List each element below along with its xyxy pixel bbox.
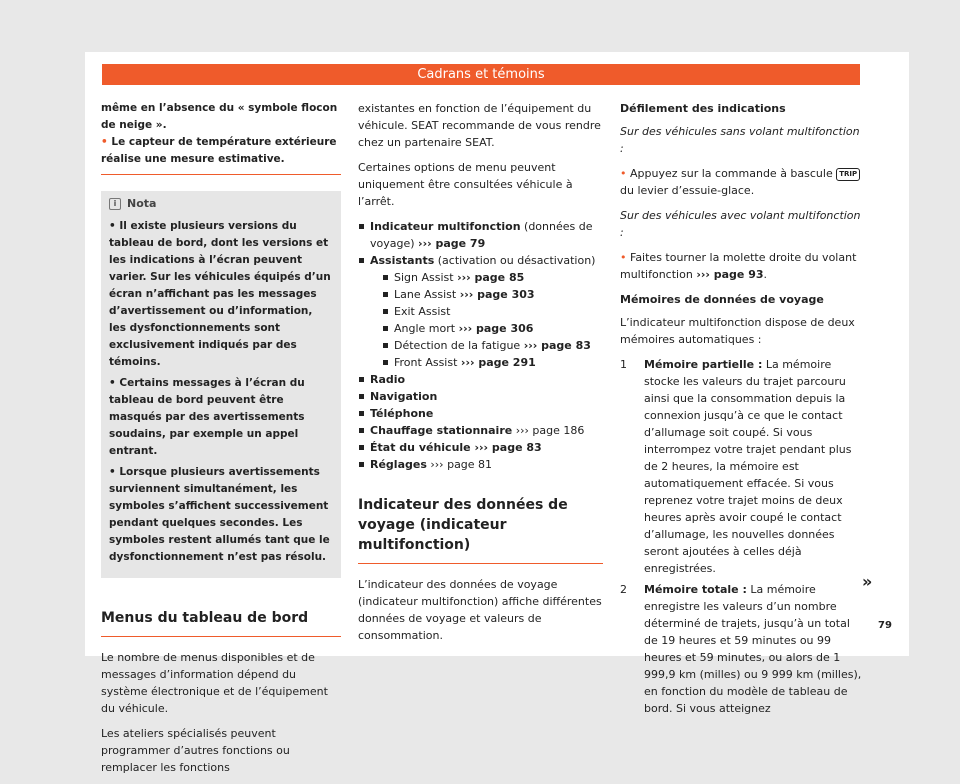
column-2 (358, 100, 603, 652)
nota-box (101, 191, 341, 578)
page-link[interactable]: ››› page 186 (512, 424, 585, 437)
numbered-item: 2 Mémoire totale : La mémoire enregistre les valeurs d’un nombre déterminé de trajets, jusqu’à un total de 19 heures et 59 minutes ou 99 heures et 59 minutes, ou alors de 1 999,9 km (milles) ou 9 999 km (milles), en fonction du modèle de tableau de bord. Si vous atteignez (620, 583, 862, 715)
menu-item-label: Indicateur multifonction (370, 220, 521, 233)
page-link[interactable]: ››› page 81 (426, 458, 493, 471)
page-link[interactable]: ››› page 85 (457, 271, 525, 284)
nota-header (109, 195, 333, 212)
italic-note: Sur des véhicules avec volant multifonction : (620, 209, 861, 239)
nota-title: Nota (127, 197, 157, 210)
page-link[interactable]: ››› page 291 (460, 356, 536, 369)
page-link[interactable]: ››› page 303 (459, 288, 535, 301)
sub-item: Lane Assist ››› page 303 (382, 286, 603, 303)
menu-item-assistants (358, 252, 603, 371)
continue-arrow-icon: » (862, 572, 873, 591)
page-link[interactable]: ››› page 79 (418, 237, 486, 250)
subheading-memoires: Mémoires de données de voyage (620, 293, 824, 306)
menu-item-multifonction (358, 218, 603, 252)
menu-item-desc: (activation ou désactivation) (434, 254, 596, 267)
warning-text: même en l’absence du « symbole flocon de neige ». (101, 102, 338, 131)
section-title-menus: Menus du tableau de bord (101, 608, 341, 637)
italic-note: Sur des véhicules sans volant multifonction : (620, 125, 860, 155)
paragraph: existantes en fonction de l’équipement du véhicule. SEAT recommande de vous rendre chez un partenaire SEAT. (358, 102, 601, 149)
nota-paragraph-1: • Il existe plusieurs versions du tableau de bord, dont les versions et les indications à l’écran peuvent varier. Sur les véhicules équipés d’un écran n’affichant pas les messages d’avertissement ou d’information, les dysfonctionnements sont exclusivement indiqués par des témoins. (109, 220, 331, 368)
warning-box-end (101, 100, 341, 175)
paragraph: Les ateliers spécialisés peuvent programmer d’autres fonctions ou remplacer les fonctions (101, 727, 290, 774)
sub-item: Angle mort ››› page 306 (382, 320, 603, 337)
page-link[interactable]: ››› page 306 (458, 322, 534, 335)
menu-item-reglages: Réglages ››› page 81 (358, 456, 603, 473)
sub-item: Front Assist ››› page 291 (382, 354, 603, 371)
sub-item: Exit Assist (382, 303, 603, 320)
column-1 (101, 100, 341, 784)
page-link[interactable]: ››› page 83 (523, 339, 591, 352)
menu-list (358, 218, 603, 473)
warning-bullet-text: Le capteur de température extérieure réalise une mesure estimative. (101, 136, 337, 165)
info-icon: i (109, 198, 121, 210)
page-header: Cadrans et témoins (102, 64, 860, 85)
menu-item-desc: (données de voyage) (370, 220, 593, 250)
warning-bullet-item (101, 134, 341, 168)
section-title-indicateur: Indicateur des données de voyage (indicateur multifonction) (358, 495, 603, 564)
nota-paragraph-2: • Certains messages à l’écran du tableau de bord peuvent être masqués par des avertissements soudains, par exemple un appel entrant. (109, 377, 305, 457)
page-link[interactable]: ››› page 93 (696, 268, 764, 281)
trip-button-icon: TRIP (836, 168, 860, 181)
bullet-mark: • (101, 136, 108, 148)
paragraph: L’indicateur multifonction dispose de deux mémoires automatiques : (620, 316, 855, 346)
menu-item-chauffage: Chauffage stationnaire ››› page 186 (358, 422, 603, 439)
menu-item-radio: Radio (358, 371, 603, 388)
page-link[interactable]: ››› page 83 (470, 441, 542, 454)
assistants-sublist (382, 269, 603, 371)
paragraph: Certaines options de menu peuvent uniquement être consultées véhicule à l’arrêt. (358, 161, 573, 208)
paragraph: Le nombre de menus disponibles et de messages d’information dépend du système électronique et de l’équipement du véhicule. (101, 651, 328, 715)
sub-item: Détection de la fatigue ››› page 83 (382, 337, 603, 354)
menu-item-telephone: Téléphone (358, 405, 603, 422)
bullet-step: • Faites tourner la molette droite du volant multifonction ››› page 93. (620, 251, 857, 281)
nota-paragraph-3: • Lorsque plusieurs avertissements surviennent simultanément, les symboles s’affichent successivement pendant quelques secondes. Les symboles restent allumés tant que le dysfonctionnement n’est pas résolu. (109, 466, 330, 563)
column-3 (620, 100, 865, 721)
bullet-step: • Appuyez sur la commande à bascule TRIP du levier d’essuie-glace. (620, 165, 865, 199)
menu-item-navigation: Navigation (358, 388, 603, 405)
subheading-defilement: Défilement des indications (620, 102, 786, 115)
menu-item-label: Assistants (370, 254, 435, 267)
numbered-item: 1 Mémoire partielle : La mémoire stocke les valeurs du trajet parcouru ainsi que la consommation depuis la connexion jusqu’à ce que le contact d’allumage soit coupé. Si vous interrompez votre trajet pendant plus de 2 heures, la mémoire est automatiquement effacée. Si vous reprenez votre trajet moins de deux heures après avoir coupé le contact d’allumage, les nouvelles données seront ajoutées à celles déjà enregistrées. (620, 358, 852, 575)
paragraph: L’indicateur des données de voyage (indicateur multifonction) affiche différentes données de voyage et valeurs de consommation. (358, 578, 602, 642)
sub-item: Sign Assist ››› page 85 (382, 269, 603, 286)
menu-item-etat: État du véhicule ››› page 83 (358, 439, 603, 456)
page-number: 79 (878, 620, 892, 631)
